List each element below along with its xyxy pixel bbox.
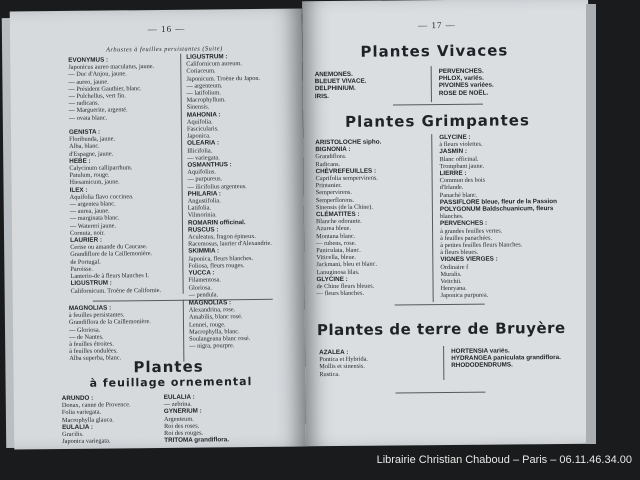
left-column-4 xyxy=(189,299,251,350)
entry-line: EULALIA : xyxy=(62,423,94,431)
entry-line: Lanuginosa lilas. xyxy=(316,268,360,276)
entry-line: RHODODENDRUMS. xyxy=(451,361,513,370)
entry-line: EVONYMUS : xyxy=(68,56,109,64)
entry-line: Filamentosa. xyxy=(188,276,221,284)
entry-line: YUCCA : xyxy=(188,269,215,277)
entry-line: — Duc d'Anjou, jaune. xyxy=(68,70,127,79)
entry-line: PHILARIA : xyxy=(187,190,222,198)
entry-line: de Chine fleurs bleues. xyxy=(316,282,375,291)
entry-line: à feuilles panachées. xyxy=(440,234,493,242)
entry-line: Calycinum calliparrhum. xyxy=(69,164,133,172)
entry-line: Panaché blanc. xyxy=(439,191,478,199)
entry-line: Sinensis. xyxy=(186,103,210,112)
entry-line: Japonica, fleurs blanches. xyxy=(188,254,254,263)
entry-line: Japonica variegata. xyxy=(62,437,111,446)
entry-line: Illicifolia. xyxy=(187,147,213,155)
entry-line: Aquifolia flavo coccinea. xyxy=(69,193,134,201)
entry-line: blanches. xyxy=(439,213,464,221)
entry-line: LIERRE : xyxy=(439,169,467,178)
entry-line: de Portugal. xyxy=(70,258,101,266)
entry-line: à feuilles ondulées. xyxy=(69,347,118,356)
entry-line: Pontica et Hybrida. xyxy=(319,355,369,364)
vivaces-rule xyxy=(393,104,483,106)
grimpantes-title: Plantes Grimpantes xyxy=(345,111,530,131)
entry-line: RUSCUS : xyxy=(187,226,219,234)
entry-line: Caprifolia sempervirens. xyxy=(315,174,378,183)
entry-line: Mollis et sinensis. xyxy=(319,363,365,371)
entry-line: Californicum. Troène de Californie. xyxy=(70,286,162,295)
entry-line: TRITOMA grandiflora. xyxy=(164,436,229,445)
left-page xyxy=(10,8,307,449)
entry-line: PERVENCHES : xyxy=(439,220,488,228)
entry-line: à petites feuilles fleurs blanches. xyxy=(440,241,523,250)
grimpantes-right-list xyxy=(439,133,558,300)
entry-line: JASMIN : xyxy=(439,148,468,156)
entry-line: — marginata blanc. xyxy=(69,214,120,223)
entry-line: Cornuta, noir. xyxy=(70,229,105,237)
entry-line: — Président Gauthier, blanc. xyxy=(68,84,142,93)
entry-line: Macrophylla, blanc. xyxy=(189,327,240,336)
entry-line: Montana blanc. xyxy=(316,232,356,240)
entry-line: ARUNDO : xyxy=(61,394,94,403)
grimpantes-divider xyxy=(431,134,433,302)
entry-line: BIGNONIA : xyxy=(315,146,351,154)
entry-line: Aquifolius. xyxy=(187,168,216,176)
entry-line: — argentea blanc. xyxy=(69,200,116,208)
entry-line: — purpureus. xyxy=(187,175,223,184)
entry-line: Angustifolia. xyxy=(187,197,221,205)
entry-line: Roi des roses. xyxy=(164,422,200,430)
entry-line: — argenteum. xyxy=(186,82,223,90)
entry-line: Commun des bois xyxy=(439,176,486,185)
left-column-divider xyxy=(180,54,184,294)
entry-line: — radicans. xyxy=(68,99,100,108)
vivaces-title: Plantes Vivaces xyxy=(360,41,509,61)
left-page-number: — 16 — xyxy=(147,23,186,35)
entry-line: Ordinaire f xyxy=(440,263,469,271)
entry-line: Macrophylla glauca. xyxy=(61,416,114,424)
entry-line: LIGUSTRUM : xyxy=(70,279,112,288)
entry-line: PASSIFLORE bleue, fleur de la Passion xyxy=(439,197,557,206)
entry-line: Radicans. xyxy=(315,160,341,168)
entry-line: PIVOINES variées. xyxy=(438,81,494,90)
entry-line: Californicum aureum. xyxy=(186,60,242,68)
entry-line: Muralis. xyxy=(440,270,462,278)
vivaces-divider xyxy=(431,66,432,102)
entry-line: Trompbant jaune. xyxy=(439,162,485,170)
entry-line: MAGNOLIAS : xyxy=(68,304,112,312)
entry-line: Rustica. xyxy=(319,370,340,378)
entry-line: Racemosus, laurier d'Alexandrie. xyxy=(188,240,272,248)
entry-line: — Watereri jaune. xyxy=(69,222,117,230)
entry-line: — Gloriosa. xyxy=(69,326,101,334)
right-page xyxy=(302,0,592,446)
entry-line: AZALEA : xyxy=(319,348,349,357)
entry-line: d'Espagne, jaune. xyxy=(69,150,114,158)
entry-line: Azurea bleue. xyxy=(316,225,352,233)
left-column-1 xyxy=(68,56,161,295)
entry-line: Japonica purpurea. xyxy=(440,292,489,300)
entry-line: ROMARIN officinal. xyxy=(187,218,246,227)
entry-line: — ovata blanc. xyxy=(68,114,108,122)
entry-line: Vilmorinia. xyxy=(187,211,217,220)
right-page-edges xyxy=(586,4,596,444)
entry-line: Viticella, bleue. xyxy=(316,254,357,262)
entry-line: PERVENCHES. xyxy=(438,67,484,76)
entry-line: à feuilles persistantes. xyxy=(68,311,125,320)
entry-line: Patulum, rouge. xyxy=(69,171,110,180)
entry-line: Blanche odorante. xyxy=(315,217,362,226)
entry-line: Alba superba, blanc. xyxy=(69,354,122,363)
entry-line: — ilicifolius argenteus. xyxy=(187,182,247,191)
entry-line: à fleurs violettes. xyxy=(439,140,483,149)
entry-line: ARISTOLOCHE sipho. xyxy=(315,138,382,147)
entry-line: — variegata. xyxy=(187,154,220,162)
entry-line: Japonica. xyxy=(186,132,211,140)
entry-line: Hiesamicum, jaune. xyxy=(69,178,120,187)
ornamental-title-line2: à feuillage ornemental xyxy=(89,375,253,390)
entry-line: — aurea, jaune. xyxy=(69,207,110,216)
entry-line: IRIS. xyxy=(314,92,329,100)
entry-line: GLYCINE : xyxy=(439,133,471,142)
entry-line: — latifolium. xyxy=(186,89,221,97)
entry-line: Grandiflore de la Caillemonière. xyxy=(70,250,153,259)
entry-line: MAHONIA : xyxy=(186,110,221,119)
entry-line: Japonicus aureo maculatus, jaune. xyxy=(68,63,155,72)
bruyere-title: Plantes de terre de Bruyère xyxy=(316,318,566,340)
grimpantes-rule xyxy=(395,304,485,306)
entry-line: Japonicum. Troène du Japon. xyxy=(186,74,261,83)
entry-line: Alexandrina, rose. xyxy=(188,306,236,314)
entry-line: Macrophyllum. xyxy=(186,96,226,104)
entry-line: SKIMMIA : xyxy=(188,247,220,256)
bruyere-left-list xyxy=(319,349,368,378)
entry-line: HYDRANGEA paniculata grandiflora. xyxy=(451,354,561,363)
entry-line: — Pulchellus, vert fin. xyxy=(68,92,126,100)
entry-line: PHLOX, variés. xyxy=(438,74,484,83)
left-column-6 xyxy=(164,393,229,444)
entry-line: OLEARIA : xyxy=(187,139,220,148)
entry-line: Grandiflora. xyxy=(315,153,347,161)
entry-line: Alba, blanc. xyxy=(69,143,100,151)
entry-line: Paniculata, blanc. xyxy=(316,246,361,255)
left-column-5 xyxy=(62,394,131,445)
entry-line: ANEMONES. xyxy=(314,70,353,79)
entry-line: — fleurs blanches. xyxy=(316,289,365,298)
entry-line: à feuilles étroites. xyxy=(69,340,114,348)
right-page-number: — 17 — xyxy=(418,19,456,31)
entry-line: HEBE : xyxy=(69,157,91,165)
watermark: Librairie Christian Chaboud – Paris – 06.11.46.34.00 xyxy=(376,454,632,466)
entry-line: — rubens, rose. xyxy=(316,239,357,247)
entry-line: Floribunda, jaune. xyxy=(69,135,116,144)
entry-line: — pendula. xyxy=(188,291,219,299)
entry-line: GLYCINE : xyxy=(316,275,348,284)
entry-line: Paroisse. xyxy=(70,265,94,273)
entry-line: Blanc officinal. xyxy=(439,155,479,163)
entry-line: Lennei, rouge. xyxy=(188,320,226,329)
entry-line: Roi des rouges. xyxy=(164,429,204,437)
vivaces-left-list xyxy=(315,71,367,100)
vivaces-right-list xyxy=(439,68,494,97)
entry-line: — aureo, jaune. xyxy=(68,78,109,86)
entry-line: Sempervirens. xyxy=(315,189,352,197)
entry-line: à fleurs bleues. xyxy=(440,248,479,257)
left-column-divider-2 xyxy=(183,300,185,362)
entry-line: Amabilis, blanc rosé. xyxy=(188,313,243,322)
ornamental-title-line1: Plantes xyxy=(133,357,204,377)
entry-line: Veitchii. xyxy=(440,277,462,286)
bruyere-rule xyxy=(395,392,485,394)
entry-line: Folia variegata. xyxy=(61,409,102,417)
entry-line: CLÉMATITES : xyxy=(315,210,360,219)
entry-line: MAGNOLIAS : xyxy=(188,299,232,307)
entry-line: LIGUSTRUM : xyxy=(186,53,228,61)
entry-line: GYNERIUM : xyxy=(163,407,202,416)
entry-line: Lanterio-de à fleurs blanches I. xyxy=(70,272,150,281)
entry-line: VIGNES VIERGES : xyxy=(440,256,498,264)
bruyere-divider xyxy=(443,346,444,380)
entry-line: HORTENSIA variés. xyxy=(451,347,510,355)
entry-line: — Marguerite, argenté. xyxy=(68,106,128,115)
entry-line: Printanier. xyxy=(315,182,342,190)
entry-line: ROSE DE NOËL. xyxy=(438,89,489,97)
entry-line: d'Irlande. xyxy=(439,184,464,192)
grimpantes-left-list xyxy=(315,139,382,298)
entry-line: Henryana. xyxy=(440,285,467,293)
entry-line: — zebrina. xyxy=(163,400,192,409)
entry-line: Soulangeana blanc rosé. xyxy=(189,335,251,343)
bruyere-right-list xyxy=(451,347,561,370)
entry-line: Donax, canne de Provence. xyxy=(61,401,131,410)
entry-line: Gloriosa. xyxy=(188,283,212,292)
entry-line: GENISTA : xyxy=(68,128,101,136)
left-column-2 xyxy=(186,53,272,299)
entry-line: DELPHINIUM. xyxy=(314,85,356,93)
left-section-title: Arbustes à feuilles persistantes (Suite) xyxy=(106,45,223,54)
entry-line: Argenteum. xyxy=(163,415,194,423)
entry-line: à grandes feuilles vertes. xyxy=(440,227,503,235)
entry-line: LAURIER : xyxy=(70,236,102,244)
entry-line: Latifolia. xyxy=(187,204,212,212)
entry-line: Gracilis. xyxy=(62,430,84,439)
entry-line: Cerise ou amande du Caucase. xyxy=(70,243,148,252)
entry-line: Sinensis (de la Chine). xyxy=(315,203,373,211)
entry-line: Fascicularis. xyxy=(186,125,219,133)
entry-line: Aculeatus, fragon épineux. xyxy=(188,233,256,241)
entry-line: BLEUET VIVACE. xyxy=(314,77,367,86)
entry-line: POLYGONUM Baldschuanicum, fleurs xyxy=(439,205,554,214)
entry-line: — de Nantes. xyxy=(69,333,104,341)
entry-line: Aquifolia. xyxy=(186,118,213,126)
entry-line: Grandiflora de la Caillemonière. xyxy=(68,318,151,327)
entry-line: ILEX : xyxy=(69,186,88,194)
entry-line: Jackmani, bleu et blanc. xyxy=(316,261,378,269)
entry-line: Foliosa, fleurs rouges. xyxy=(188,261,245,270)
entry-line: EULALIA : xyxy=(163,393,195,401)
entry-line: Semperflorens. xyxy=(315,196,355,204)
entry-line: — nigra, pourpre. xyxy=(189,342,235,350)
entry-line: CHÈVREFEUILLES : xyxy=(315,167,377,175)
entry-line: OSMANTHUS : xyxy=(187,161,232,169)
left-column-3 xyxy=(69,304,151,362)
entry-line: Coriaceum. xyxy=(186,67,216,76)
